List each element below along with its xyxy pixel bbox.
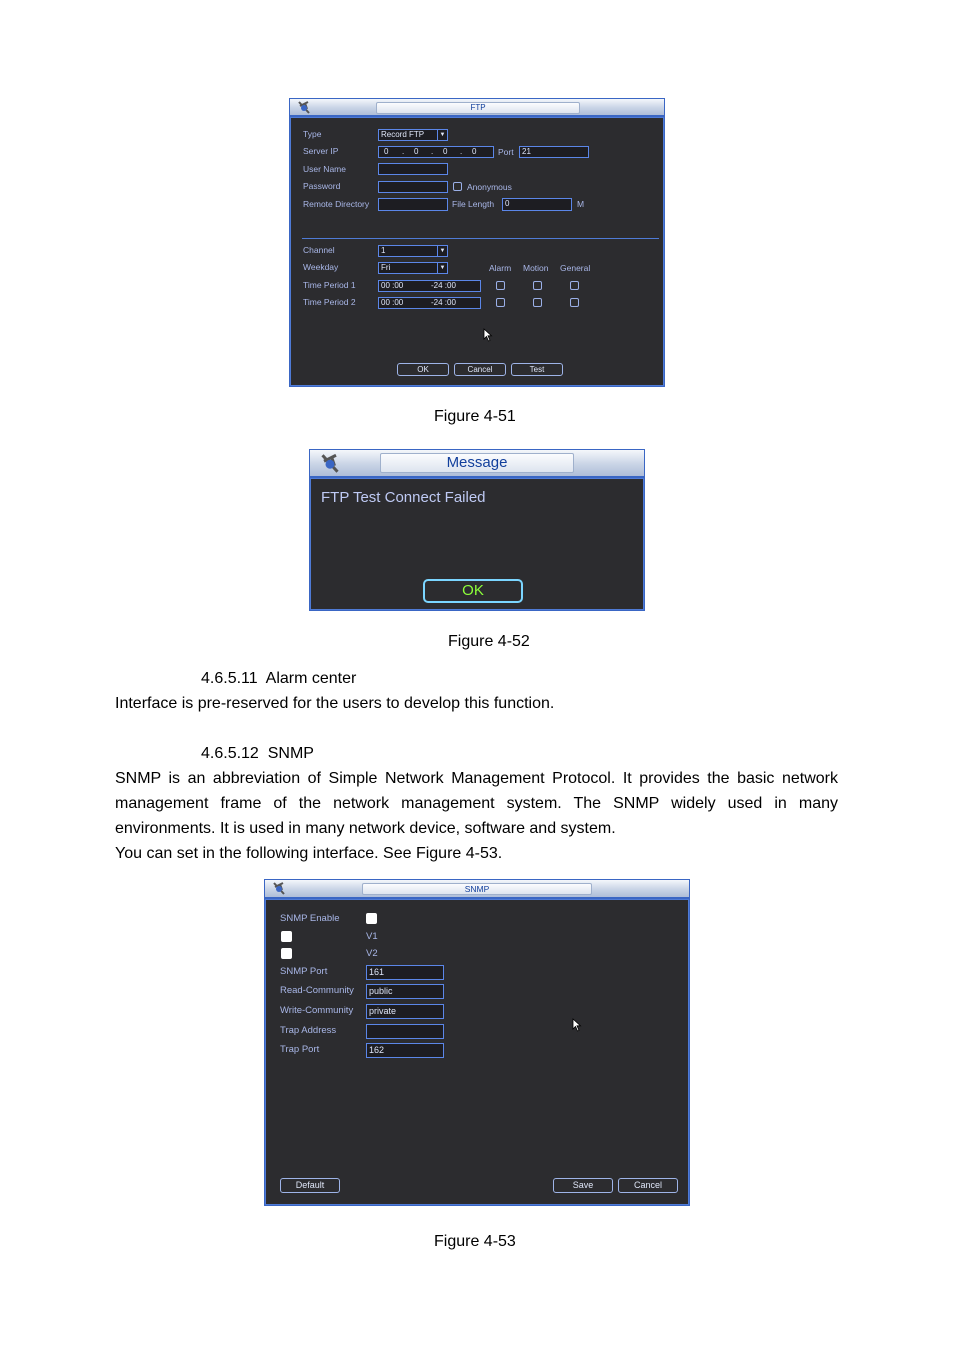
message-text: FTP Test Connect Failed: [321, 489, 486, 506]
ok-button[interactable]: OK: [397, 363, 449, 376]
port-input[interactable]: [519, 146, 589, 158]
period2-motion-checkbox[interactable]: [533, 298, 542, 307]
channel-select[interactable]: [378, 245, 448, 257]
period1-motion-checkbox[interactable]: [533, 281, 542, 290]
app-logo-icon: [318, 452, 342, 475]
port-value: 21: [522, 147, 531, 156]
trap-port-value: 162: [369, 1045, 385, 1055]
ip-octet-2: 0: [414, 147, 419, 156]
type-value: Record FTP: [381, 130, 425, 139]
message-ok-button[interactable]: OK: [423, 579, 523, 603]
chevron-down-icon: ▼: [437, 130, 447, 140]
read-community-input[interactable]: [366, 984, 444, 999]
figure-caption-2: Figure 4-52: [448, 633, 530, 650]
message-title-text: Message: [446, 454, 508, 471]
save-button[interactable]: Save: [553, 1178, 613, 1193]
password-label: Password: [303, 181, 341, 191]
chevron-down-icon: ▼: [437, 263, 447, 273]
snmp-para-line-2: management frame of the network management system. The SNMP widely used in many: [115, 795, 838, 812]
snmp-port-input[interactable]: [366, 965, 444, 980]
test-button[interactable]: Test: [511, 363, 563, 376]
cancel-button[interactable]: Cancel: [618, 1178, 678, 1193]
section-heading-alarm-center: 4.6.5.11 Alarm center: [201, 670, 357, 687]
user-name-label: User Name: [303, 164, 346, 174]
remote-directory-label: Remote Directory: [303, 199, 370, 209]
ip-sep-2: .: [431, 147, 434, 156]
time-period-1-label: Time Period 1: [303, 280, 356, 290]
snmp-body: [265, 899, 689, 1205]
snmp-title: [362, 883, 592, 895]
ftp-window: [289, 98, 665, 387]
write-community-label: Write-Community: [280, 1005, 354, 1016]
figure-caption-1: Figure 4-51: [434, 408, 516, 425]
server-ip-input[interactable]: [378, 146, 494, 158]
trap-address-label: Trap Address: [280, 1025, 337, 1036]
write-community-input[interactable]: [366, 1004, 444, 1019]
channel-value: 1: [381, 246, 386, 255]
trap-address-input[interactable]: [366, 1024, 444, 1039]
ip-octet-4: 0: [472, 147, 477, 156]
time-period-1-input[interactable]: [378, 280, 481, 292]
snmp-window: [264, 879, 690, 1206]
period2-end: -24 :00: [431, 298, 456, 307]
snmp-port-value: 161: [369, 967, 385, 977]
app-logo-icon: [296, 100, 312, 115]
period2-alarm-checkbox[interactable]: [496, 298, 505, 307]
read-community-label: Read-Community: [280, 985, 354, 996]
weekday-value: Fri: [381, 263, 391, 272]
ip-sep-1: .: [402, 147, 405, 156]
mouse-cursor-icon: [483, 328, 493, 342]
v2-checkbox[interactable]: [281, 948, 292, 959]
trap-port-label: Trap Port: [280, 1044, 320, 1055]
period2-general-checkbox[interactable]: [570, 298, 579, 307]
write-community-value: private: [369, 1006, 397, 1016]
chevron-down-icon: ▼: [437, 246, 447, 256]
weekday-label: Weekday: [303, 262, 339, 272]
port-label: Port: [498, 147, 514, 157]
col-general: General: [560, 263, 591, 273]
type-select[interactable]: [378, 129, 448, 141]
anonymous-label: Anonymous: [467, 182, 512, 192]
time-period-2-input[interactable]: [378, 297, 481, 309]
password-input[interactable]: [378, 181, 448, 193]
message-titlebar: [310, 450, 644, 478]
ftp-title: [376, 102, 580, 114]
trap-port-input[interactable]: [366, 1043, 444, 1058]
section-body-alarm-center: Interface is pre-reserved for the users to develop this function.: [115, 695, 555, 712]
type-label: Type: [303, 129, 322, 139]
file-length-value: 0: [505, 199, 510, 208]
remote-directory-input[interactable]: [378, 198, 448, 211]
snmp-title-text: SNMP: [464, 884, 490, 894]
v1-checkbox[interactable]: [281, 931, 292, 942]
col-alarm: Alarm: [489, 263, 512, 273]
cancel-button[interactable]: Cancel: [454, 363, 506, 376]
channel-label: Channel: [303, 245, 335, 255]
period1-end: -24 :00: [431, 281, 456, 290]
col-motion: Motion: [523, 263, 549, 273]
app-logo-icon: [271, 881, 287, 896]
message-window: [309, 449, 645, 611]
time-period-2-label: Time Period 2: [303, 297, 356, 307]
file-length-label: File Length: [452, 199, 495, 209]
figure-caption-3: Figure 4-53: [434, 1233, 516, 1250]
user-name-input[interactable]: [378, 163, 448, 175]
v2-label: V2: [366, 948, 378, 959]
period2-start: 00 :00: [381, 298, 404, 307]
snmp-para-line-1: SNMP is an abbreviation of Simple Network Management Protocol. It provides the basic network: [115, 770, 838, 787]
message-title: [380, 453, 574, 473]
section-heading-snmp: 4.6.5.12 SNMP: [201, 745, 314, 762]
ip-sep-3: .: [460, 147, 463, 156]
snmp-enable-checkbox[interactable]: [366, 913, 377, 924]
ftp-title-text: FTP: [470, 103, 486, 112]
anonymous-checkbox[interactable]: [453, 182, 462, 191]
ip-octet-3: 0: [443, 147, 448, 156]
snmp-para-line-3: environments. It is used in many network device, software and system.: [115, 820, 616, 837]
ip-octet-1: 0: [384, 147, 389, 156]
snmp-enable-label: SNMP Enable: [280, 913, 340, 924]
file-length-input[interactable]: [502, 198, 572, 211]
ftp-titlebar: [290, 99, 664, 117]
snmp-port-label: SNMP Port: [280, 966, 328, 977]
mouse-cursor-icon: [572, 1018, 582, 1032]
period1-alarm-checkbox[interactable]: [496, 281, 505, 290]
snmp-para-line-4: You can set in the following interface. See Figure 4-53.: [115, 845, 503, 862]
period1-start: 00 :00: [381, 281, 404, 290]
snmp-titlebar: [265, 880, 689, 899]
period1-general-checkbox[interactable]: [570, 281, 579, 290]
server-ip-label: Server IP: [303, 146, 339, 156]
file-length-unit: M: [577, 199, 585, 209]
weekday-select[interactable]: [378, 262, 448, 274]
default-button[interactable]: Default: [280, 1178, 340, 1193]
v1-label: V1: [366, 931, 378, 942]
section-divider: [302, 238, 659, 239]
read-community-value: public: [369, 986, 393, 996]
